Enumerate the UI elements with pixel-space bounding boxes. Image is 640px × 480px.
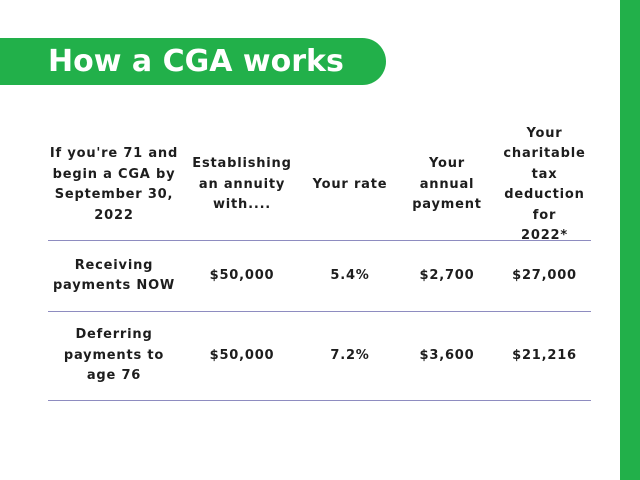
annual-payment-value: $3,600 <box>419 347 475 363</box>
annuity-amount: $50,000 <box>209 267 275 283</box>
deduction-value: $27,000 <box>512 267 577 283</box>
page-title: How a CGA works <box>48 44 344 79</box>
table-row <box>48 312 591 401</box>
table-row <box>48 241 591 312</box>
annual-payment-value: $2,700 <box>419 267 475 283</box>
row-label: Receiving payments NOW <box>52 257 176 293</box>
row-label: Deferring payments to age 76 <box>63 327 165 384</box>
green-side-bar <box>620 0 640 480</box>
cga-table <box>48 125 591 401</box>
annuity-amount: $50,000 <box>209 347 275 363</box>
header-cell-annual-payment: Your annual payment <box>412 156 482 213</box>
header-cell-age: If you're 71 and begin a CGA by September 30, 2022 <box>49 146 179 223</box>
title-banner <box>0 38 386 85</box>
header-cell-establishing: Establishing an annuity with.... <box>192 156 292 213</box>
rate-value: 5.4% <box>330 267 370 283</box>
deduction-value: $21,216 <box>512 347 577 363</box>
rate-value: 7.2% <box>330 347 370 363</box>
table-header-row <box>48 125 591 243</box>
header-cell-deduction: Your charitable tax deduction for 2022* <box>503 125 586 243</box>
header-cell-rate: Your rate <box>312 176 388 192</box>
